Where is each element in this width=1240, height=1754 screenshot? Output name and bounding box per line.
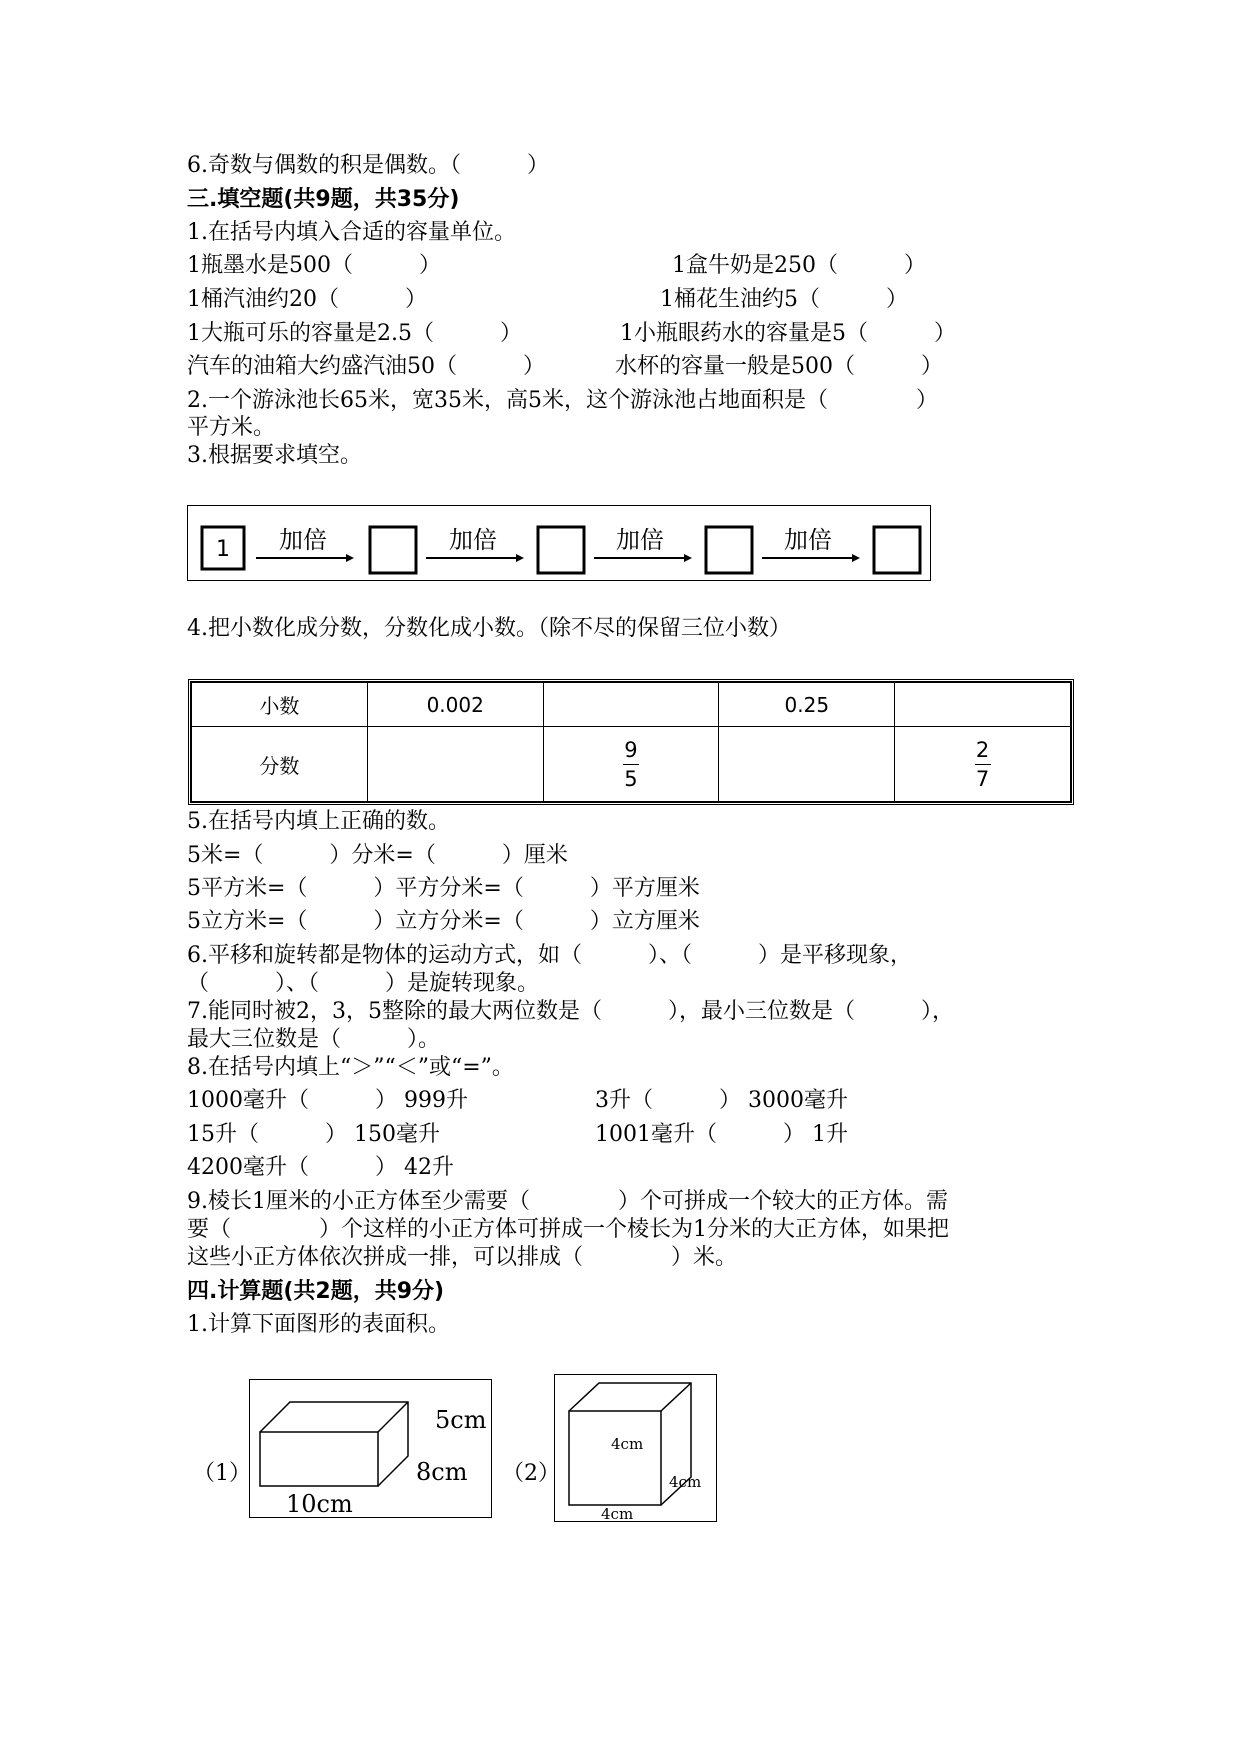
q5-line: 5立方米=（ ）立方分米=（ ）立方厘米 — [187, 909, 700, 934]
denominator: 5 — [624, 766, 638, 791]
table-cell — [895, 727, 1071, 802]
q9-line-3: 这些小正方体依次拼成一排，可以排成（ ）米。 — [187, 1245, 738, 1270]
q7-line-2: 最大三位数是（ ）。 — [187, 1027, 441, 1052]
numerator: 9 — [624, 737, 638, 762]
q8-item: 3升（ ） 3000毫升 — [595, 1088, 848, 1113]
doubling-flow-diagram — [187, 505, 931, 581]
cuboid-height-label: 5cm — [435, 1406, 487, 1434]
row-label: 分数 — [192, 727, 368, 802]
q8-item: 4200毫升（ ） 42升 — [187, 1155, 454, 1180]
answer-box — [538, 527, 584, 573]
arrow-label: 加倍 — [279, 526, 327, 554]
q1-item: 1瓶墨水是500（ ） — [187, 253, 441, 278]
table-cell: 0.25 — [719, 683, 895, 727]
cuboid-svg — [250, 1380, 493, 1519]
figure-2-label: （2） — [502, 1461, 560, 1486]
arrow-label: 加倍 — [784, 526, 832, 554]
table-cell: 0.002 — [367, 683, 543, 727]
q1-item: 1桶花生油约5（ ） — [660, 287, 908, 312]
table-cell — [719, 727, 895, 802]
cuboid-length-label: 10cm — [286, 1490, 353, 1518]
table-row — [192, 683, 1071, 727]
q8-item: 1001毫升（ ） 1升 — [595, 1122, 848, 1147]
arrow-label: 加倍 — [616, 526, 664, 554]
q2-line-1: 2.一个游泳池长65米，宽35米，高5米，这个游泳池占地面积是（ ） — [187, 388, 938, 413]
cube-side-edge-label: 4cm — [669, 1473, 702, 1491]
flow-svg — [188, 506, 932, 582]
cube-figure — [554, 1374, 717, 1522]
q1-item: 水杯的容量一般是500（ ） — [615, 354, 943, 379]
answer-box — [370, 527, 416, 573]
fraction — [975, 738, 991, 791]
section-4-title: 四.计算题(共2题，共9分) — [187, 1279, 445, 1304]
answer-box — [706, 527, 752, 573]
q3-title: 3.根据要求填空。 — [187, 443, 362, 468]
q9-line-2: 要（ ）个这样的小正方体可拼成一个棱长为1分米的大正方体，如果把 — [187, 1217, 949, 1242]
q6-line-2: （ ）、（ ）是旋转现象。 — [187, 971, 540, 996]
fraction-bar — [975, 764, 991, 765]
q2-line-2: 平方米。 — [187, 415, 276, 440]
figure-1-label: （1） — [193, 1461, 251, 1486]
q5-title: 5.在括号内填上正确的数。 — [187, 809, 450, 834]
decimal-fraction-table — [188, 679, 1074, 805]
table-cell — [367, 727, 543, 802]
q9-line-1: 9.棱长1厘米的小正方体至少需要（ ）个可拼成一个较大的正方体。需 — [187, 1189, 948, 1214]
table-cell — [543, 727, 719, 802]
numerator: 2 — [975, 737, 990, 762]
arrow-head — [346, 554, 354, 562]
q1-item: 1大瓶可乐的容量是2.5（ ） — [187, 321, 522, 346]
denominator: 7 — [975, 766, 990, 791]
table-cell — [895, 683, 1071, 727]
arrow-label: 加倍 — [449, 526, 497, 554]
start-value: 1 — [216, 537, 230, 562]
q7-line-1: 7.能同时被2，3，5整除的最大两位数是（ ），最小三位数是（ ）， — [187, 999, 954, 1024]
calc1-title: 1.计算下面图形的表面积。 — [187, 1312, 450, 1337]
q1-title: 1.在括号内填入合适的容量单位。 — [187, 220, 516, 245]
arrow-head — [516, 554, 524, 562]
q5-line: 5平方米=（ ）平方分米=（ ）平方厘米 — [187, 876, 700, 901]
q1-item: 1盒牛奶是250（ ） — [672, 253, 926, 278]
q1-item: 汽车的油箱大约盛汽油50（ ） — [187, 354, 545, 379]
q6-line-1: 6.平移和旋转都是物体的运动方式，如（ ）、（ ）是平移现象， — [187, 943, 912, 968]
arrow-head — [852, 554, 860, 562]
cuboid-width-label: 8cm — [416, 1458, 468, 1486]
arrow-head — [684, 554, 692, 562]
section-3-title: 三.填空题(共9题，共35分) — [187, 187, 460, 212]
fraction — [623, 738, 639, 791]
table-row — [192, 727, 1071, 802]
q4-title: 4.把小数化成分数，分数化成小数。（除不尽的保留三位小数） — [187, 616, 791, 641]
row-label: 小数 — [192, 683, 368, 727]
q5-line: 5米=（ ）分米=（ ）厘米 — [187, 843, 568, 868]
question-6-judgement: 6.奇数与偶数的积是偶数。（ ） — [187, 153, 549, 178]
q8-item: 1000毫升（ ） 999升 — [187, 1088, 468, 1113]
cube-svg — [555, 1375, 718, 1523]
answer-box — [874, 527, 920, 573]
q1-item: 1桶汽油约20（ ） — [187, 287, 427, 312]
q1-item: 1小瓶眼药水的容量是5（ ） — [620, 321, 956, 346]
table-cell — [543, 683, 719, 727]
cube-bottom-edge-label: 4cm — [601, 1505, 634, 1523]
cuboid-figure — [249, 1379, 492, 1518]
fraction-bar — [623, 764, 639, 765]
cube-front-edge-label: 4cm — [611, 1435, 644, 1453]
q8-title: 8.在括号内填上“＞”“＜”或“=”。 — [187, 1055, 514, 1080]
q8-item: 15升（ ） 150毫升 — [187, 1122, 440, 1147]
